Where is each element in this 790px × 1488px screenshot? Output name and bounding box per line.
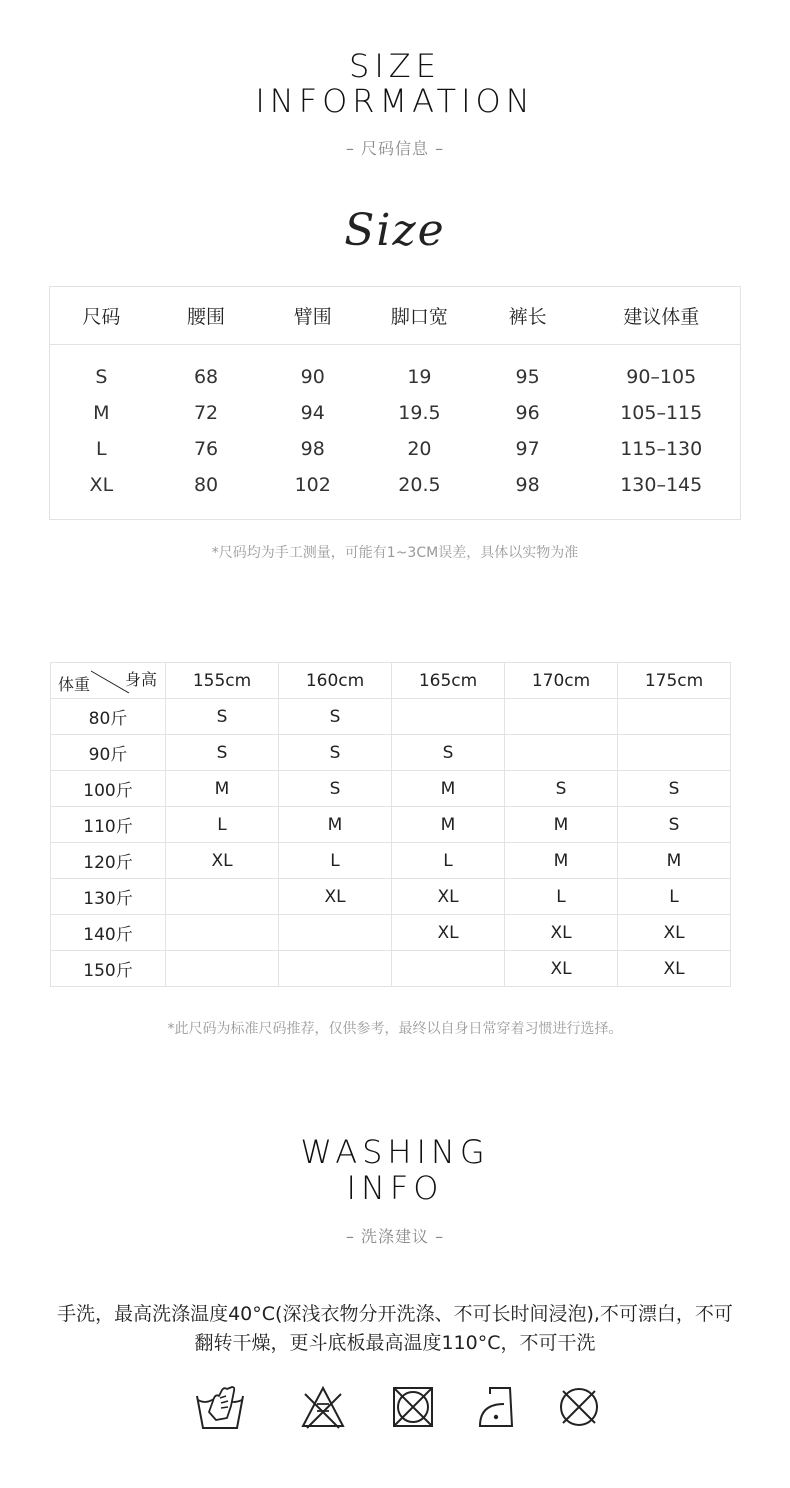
- size-cell: 102: [294, 474, 331, 496]
- size-cell: 90–105: [626, 366, 697, 388]
- size-header-cell: 腰围: [187, 306, 226, 328]
- fit-cell: XL: [392, 915, 505, 951]
- fit-cell: S: [618, 807, 731, 843]
- size-title-line2: INFORMATION: [255, 82, 535, 120]
- fit-cell: XL: [279, 879, 392, 915]
- height-header: 155cm: [166, 663, 279, 699]
- hand-wash-icon: [194, 1384, 246, 1432]
- fit-cell: [279, 951, 392, 987]
- fit-cell: S: [279, 771, 392, 807]
- fit-cell: S: [279, 699, 392, 735]
- size-cell: 115–130: [620, 438, 703, 460]
- fit-cell: [279, 915, 392, 951]
- size-cell: S: [95, 366, 108, 388]
- weight-label: 90斤: [51, 735, 166, 771]
- fit-cell: [618, 699, 731, 735]
- weight-label: 140斤: [51, 915, 166, 951]
- table-row: [50, 395, 740, 431]
- size-subtitle: – 尺码信息 –: [345, 139, 445, 158]
- table-row: [51, 771, 731, 807]
- size-cell: 90: [300, 366, 325, 388]
- fit-cell: [166, 915, 279, 951]
- size-cell: 20: [407, 438, 432, 460]
- table-row: [50, 467, 740, 503]
- table-row: [50, 359, 740, 395]
- weight-label: 80斤: [51, 699, 166, 735]
- fit-cell: XL: [618, 951, 731, 987]
- size-header-cell: 脚口宽: [390, 306, 448, 328]
- washing-text-line2: 翻转干燥，更斗底板最高温度110°C，不可干洗: [194, 1332, 596, 1354]
- table-row: [51, 663, 731, 699]
- corner-weight-label: 体重: [58, 675, 91, 694]
- size-cell: 98: [300, 438, 325, 460]
- table-row: [51, 951, 731, 987]
- weight-label: 130斤: [51, 879, 166, 915]
- washing-subtitle: – 洗涤建议 –: [345, 1227, 445, 1246]
- size-cell: 94: [300, 402, 325, 424]
- size-cell: 97: [515, 438, 540, 460]
- fit-cell: S: [166, 735, 279, 771]
- fit-cell: [505, 735, 618, 771]
- size-cell: 19.5: [398, 402, 441, 424]
- washing-text-line1: 手洗，最高洗涤温度40°C(深浅衣物分开洗涤、不可长时间浸泡),不可漂白，不可: [57, 1303, 733, 1325]
- fit-cell: L: [392, 843, 505, 879]
- fit-cell: S: [392, 735, 505, 771]
- size-cell: 68: [193, 366, 219, 388]
- care-icons: [0, 1384, 790, 1434]
- size-cell: 95: [515, 366, 540, 388]
- fit-cell: XL: [392, 879, 505, 915]
- height-header: 175cm: [618, 663, 731, 699]
- fit-cell: L: [166, 807, 279, 843]
- fit-cell: [166, 951, 279, 987]
- washing-title-line2: INFO: [346, 1169, 444, 1207]
- fit-cell: S: [618, 771, 731, 807]
- washing-title-line1: WASHING: [300, 1133, 490, 1171]
- fit-cell: M: [392, 771, 505, 807]
- fit-cell: XL: [166, 843, 279, 879]
- corner-height-label: 身高: [124, 670, 157, 689]
- size-script-title: Size: [344, 205, 446, 256]
- fit-cell: M: [392, 807, 505, 843]
- table-row: [50, 431, 740, 467]
- fit-cell: L: [618, 879, 731, 915]
- table-row: [51, 843, 731, 879]
- fit-cell: [392, 699, 505, 735]
- weight-label: 110斤: [51, 807, 166, 843]
- fit-cell: M: [279, 807, 392, 843]
- fit-cell: [166, 879, 279, 915]
- fit-cell: S: [166, 699, 279, 735]
- size-table: [49, 286, 741, 520]
- fit-cell: S: [505, 771, 618, 807]
- size-cell: 96: [515, 402, 540, 424]
- table-row: [51, 807, 731, 843]
- fit-table-note: *此尺码为标准尺码推荐，仅供参考，最终以自身日常穿着习惯进行选择。: [167, 1021, 623, 1037]
- size-cell: 105–115: [620, 402, 703, 424]
- size-cell: XL: [89, 474, 114, 496]
- size-header-cell: 裤长: [508, 306, 547, 328]
- size-title-line1: SIZE: [349, 47, 441, 85]
- table-row: [51, 879, 731, 915]
- no-tumble-dry-icon: [391, 1384, 435, 1430]
- fit-cell: S: [279, 735, 392, 771]
- iron-icon: [474, 1384, 518, 1430]
- size-cell: M: [93, 402, 110, 424]
- weight-label: 150斤: [51, 951, 166, 987]
- no-bleach-icon: [299, 1384, 347, 1432]
- no-dry-clean-icon: [556, 1384, 602, 1430]
- height-header: 165cm: [392, 663, 505, 699]
- size-cell: 80: [193, 474, 219, 496]
- size-table-header: [50, 287, 740, 345]
- size-header-cell: 尺码: [82, 306, 121, 328]
- fit-cell: M: [505, 843, 618, 879]
- fit-table-corner: [51, 663, 166, 699]
- fit-cell: L: [279, 843, 392, 879]
- fit-cell: M: [166, 771, 279, 807]
- fit-cell: M: [618, 843, 731, 879]
- size-table-note: *尺码均为手工测量，可能有1~3CM误差，具体以实物为准: [211, 545, 579, 561]
- fit-cell: [505, 699, 618, 735]
- fit-cell: XL: [505, 915, 618, 951]
- size-cell: 20.5: [398, 474, 441, 496]
- fit-cell: L: [505, 879, 618, 915]
- fit-cell: M: [505, 807, 618, 843]
- weight-label: 120斤: [51, 843, 166, 879]
- size-cell: 76: [193, 438, 219, 460]
- size-header-cell: 建议体重: [623, 306, 700, 328]
- table-row: [51, 915, 731, 951]
- size-cell: L: [96, 438, 107, 460]
- fit-table: [50, 662, 731, 987]
- weight-label: 100斤: [51, 771, 166, 807]
- table-row: [51, 699, 731, 735]
- height-header: 170cm: [505, 663, 618, 699]
- size-cell: 19: [407, 366, 432, 388]
- size-cell: 130–145: [620, 474, 703, 496]
- size-header-cell: 臂围: [293, 306, 332, 328]
- table-row: [51, 735, 731, 771]
- size-cell: 98: [515, 474, 540, 496]
- height-header: 160cm: [279, 663, 392, 699]
- fit-cell: XL: [505, 951, 618, 987]
- size-cell: 72: [193, 402, 219, 424]
- fit-cell: XL: [618, 915, 731, 951]
- fit-cell: [392, 951, 505, 987]
- fit-cell: [618, 735, 731, 771]
